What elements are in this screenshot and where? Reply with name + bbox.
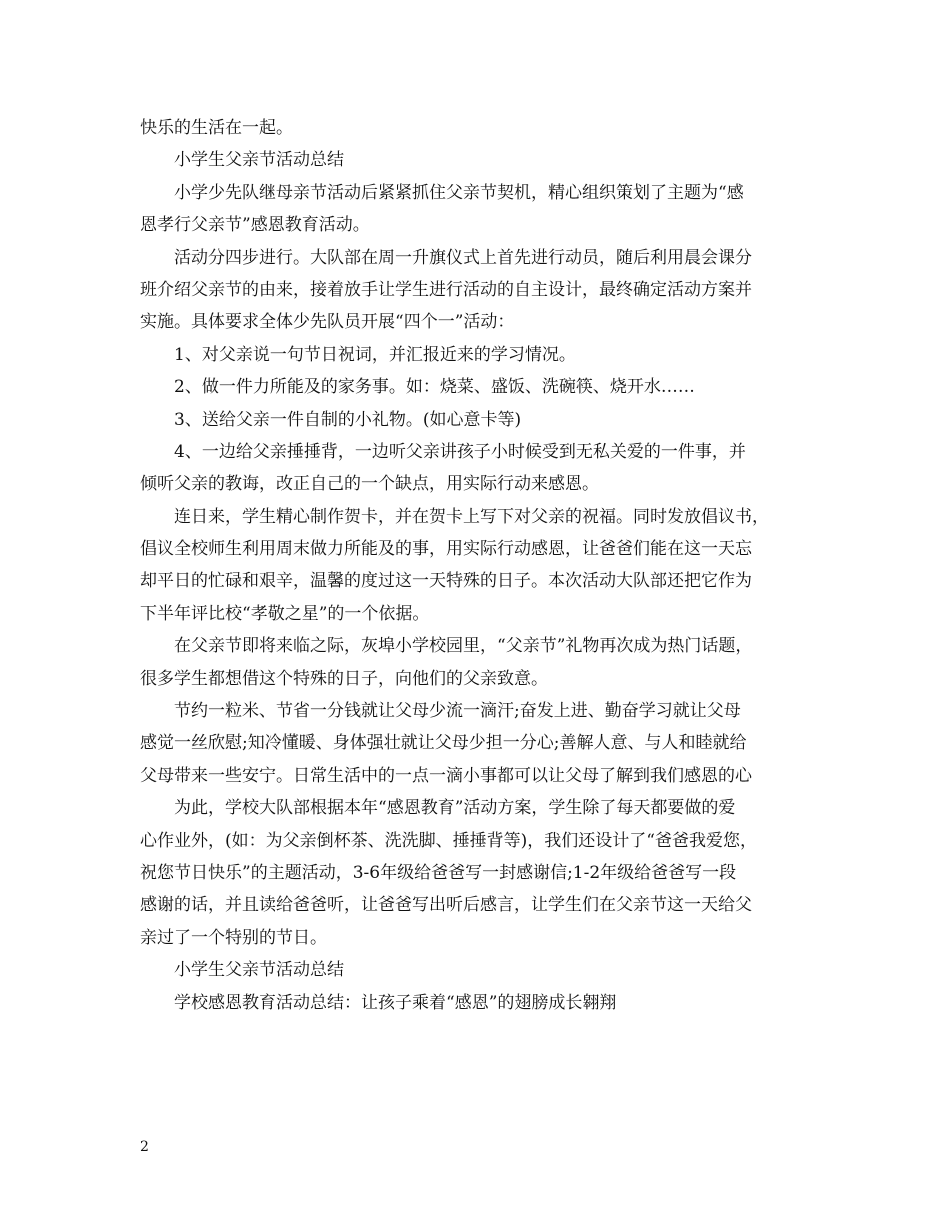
section-title: 小学生父亲节活动总结 xyxy=(174,960,344,981)
text-line: 亲过了一个特别的节日。 xyxy=(140,927,327,948)
text-line: 活动分四步进行。大队部在周一升旗仪式上首先进行动员，随后利用晨会课分 xyxy=(174,247,752,268)
text-line: 学校感恩教育活动总结：让孩子乘着“感恩”的翅膀成长翱翔 xyxy=(174,992,617,1013)
text-line: 恩孝行父亲节”感恩教育活动。 xyxy=(140,215,370,236)
text-line: 快乐的生活在一起。 xyxy=(140,118,293,138)
text-line: 父母带来一些安宁。日常生活中的一点一滴小事都可以让父母了解到我们感恩的心 xyxy=(140,765,752,786)
text-line: 为此，学校大队部根据本年“感恩教育”活动方案，学生除了每天都要做的爱 xyxy=(174,798,736,819)
text-line: 在父亲节即将来临之际，灰埠小学校园里，“父亲节”礼物再次成为热门话题， xyxy=(174,636,753,657)
list-item: 1、对父亲说一句节日祝词，并汇报近来的学习情况。 xyxy=(174,344,576,365)
text-line: 祝您节日快乐”的主题活动，3-6年级给爸爸写一封感谢信;1-2年级给爸爸写一段 xyxy=(140,862,737,883)
text-line: 却平日的忙碌和艰辛，温馨的度过这一天特殊的日子。本次活动大队部还把它作为 xyxy=(140,571,752,592)
text-line: 很多学生都想借这个特殊的日子，向他们的父亲致意。 xyxy=(140,668,548,689)
text-line: 实施。具体要求全体少先队员开展“四个一”活动： xyxy=(140,312,515,333)
text-line: 班介绍父亲节的由来，接着放手让学生进行活动的自主设计，最终确定活动方案并 xyxy=(140,279,752,300)
text-line: 节约一粒米、节省一分钱就让父母少流一滴汗;奋发上进、勤奋学习就让父母 xyxy=(174,701,741,722)
document-body xyxy=(140,112,812,1019)
list-item: 2、做一件力所能及的家务事。如：烧菜、盛饭、洗碗筷、烧开水…… xyxy=(174,377,695,398)
text-line: 小学少先队继母亲节活动后紧紧抓住父亲节契机，精心组织策划了主题为“感 xyxy=(174,182,744,203)
list-item: 4、一边给父亲捶捶背，一边听父亲讲孩子小时候受到无私关爱的一件事，并 xyxy=(174,441,746,462)
text-line: 倡议全校师生利用周末做力所能及的事，用实际行动感恩，让爸爸们能在这一天忘 xyxy=(140,539,752,560)
section-title: 小学生父亲节活动总结 xyxy=(174,150,344,171)
text-line: 心作业外，(如：为父亲倒杯茶、洗洗脚、捶捶背等)，我们还设计了“爸爸我爱您， xyxy=(140,830,757,851)
page-number: 2 xyxy=(140,1139,149,1155)
text-line: 连日来，学生精心制作贺卡，并在贺卡上写下对父亲的祝福。同时发放倡议书， xyxy=(174,506,769,527)
text-line: 下半年评比校“孝敬之星”的一个依据。 xyxy=(140,603,430,624)
text-line: 倾听父亲的教诲，改正自己的一个缺点，用实际行动来感恩。 xyxy=(140,474,599,495)
list-item: 3、送给父亲一件自制的小礼物。(如心意卡等) xyxy=(174,409,522,430)
text-line: 感谢的话，并且读给爸爸听，让爸爸写出听后感言，让学生们在父亲节这一天给父 xyxy=(140,895,752,916)
text-line: 感觉一丝欣慰;知冷懂暖、身体强壮就让父母少担一分心;善解人意、与人和睦就给 xyxy=(140,733,747,754)
